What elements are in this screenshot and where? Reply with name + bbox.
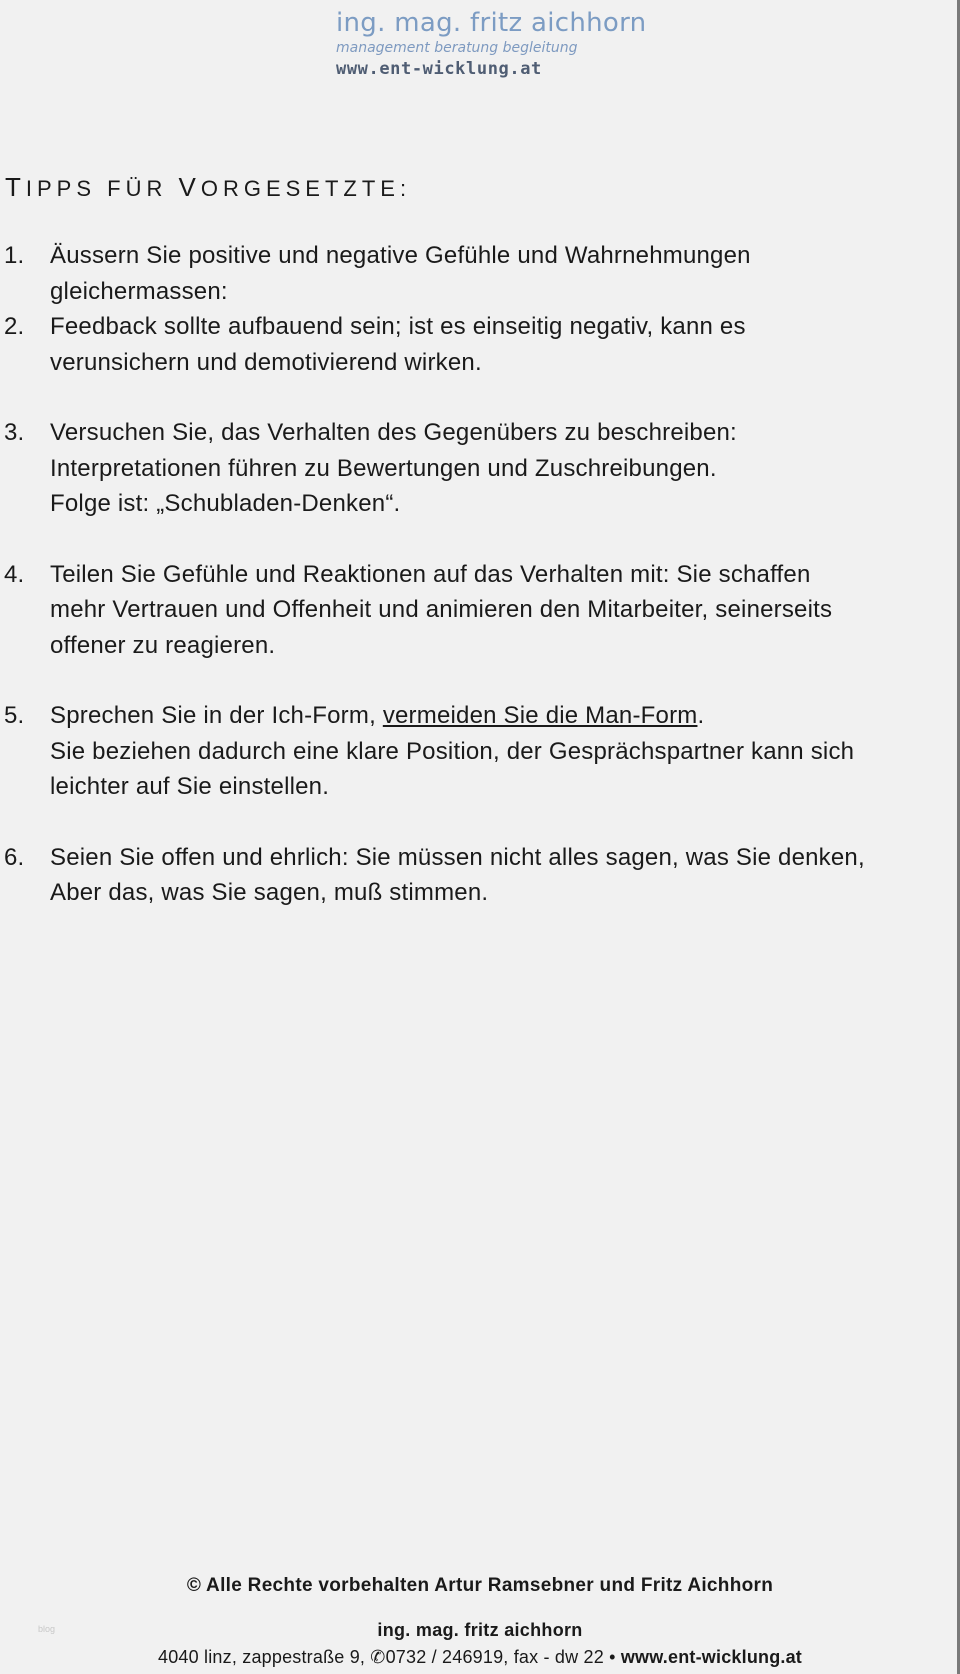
item-line: Interpretationen führen zu Bewertungen und Zuschreibungen. — [50, 454, 717, 482]
item-line: verunsichern und demotivierend wirken. — [50, 348, 482, 376]
footer-name: ing. mag. fritz aichhorn — [377, 1620, 583, 1640]
page-heading — [5, 172, 411, 203]
item-line: Folge ist: „Schubladen-Denken“. — [50, 490, 401, 517]
list-item-5 — [4, 698, 954, 805]
item-line-suffix: . — [697, 702, 705, 729]
item-number: 3. — [4, 419, 25, 446]
letterhead-website: www.ent-wicklung.at — [336, 59, 542, 79]
watermark-text: blog — [38, 1624, 56, 1634]
heading-rest-1: IPPS FÜR — [25, 176, 168, 201]
list-item-6 — [4, 840, 954, 911]
item-line: mehr Vertrauen und Offenheit und animieren den Mitarbeiter, seinerseits — [50, 596, 833, 623]
item-line: Versuchen Sie, das Verhalten des Gegenübers zu beschreiben: — [50, 419, 737, 446]
item-number: 6. — [4, 843, 25, 871]
item-line: Äussern Sie positive und negative Gefühle und Wahrnehmungen — [50, 242, 751, 269]
heading-initial-1: T — [5, 172, 26, 202]
footer-copyright: © Alle Rechte vorbehalten Artur Ramsebner und Fritz Aichhorn — [186, 1575, 774, 1596]
list-item-2 — [4, 309, 954, 380]
list-item-1 — [4, 238, 954, 309]
item-line: Aber das, was Sie sagen, muß stimmen. — [50, 879, 489, 906]
tips-list — [4, 238, 954, 911]
item-line-prefix: Sprechen Sie in der Ich-Form, — [50, 702, 383, 729]
item-line: Seien Sie offen und ehrlich: Sie müssen nicht alles sagen, was Sie denken, — [50, 843, 865, 871]
heading-initial-2: V — [178, 172, 201, 202]
letterhead-tagline: management beratung begleitung — [336, 40, 578, 56]
item-line: offener zu reagieren. — [50, 631, 276, 659]
footer-address-text: 4040 linz, zappestraße 9, ✆0732 / 246919, fax - dw 22 • — [157, 1647, 616, 1667]
footer-address — [0, 1647, 960, 1668]
item-line: Sie beziehen dadurch eine klare Position, der Gesprächspartner kann sich — [50, 737, 855, 765]
item-line: leichter auf Sie einstellen. — [50, 773, 330, 800]
heading-rest-2: ORGESETZTE: — [200, 176, 412, 201]
list-item-3 — [4, 415, 954, 522]
item-line: Feedback sollte aufbauend sein; ist es einseitig negativ, kann es — [50, 313, 746, 340]
item-number: 4. — [4, 560, 25, 588]
list-item-4 — [4, 557, 954, 664]
item-number: 2. — [4, 313, 25, 340]
item-line: Teilen Sie Gefühle und Reaktionen auf das Verhalten mit: Sie schaffen — [50, 560, 811, 588]
item-line: gleichermassen: — [50, 277, 228, 305]
item-number: 5. — [4, 702, 25, 729]
underlined-phrase: vermeiden Sie die Man-Form — [382, 702, 698, 729]
item-number: 1. — [4, 242, 25, 269]
letterhead-logo — [336, 8, 656, 79]
item-line — [50, 698, 954, 734]
footer-website-link[interactable]: www.ent-wicklung.at — [620, 1647, 803, 1667]
letterhead-name: ing. mag. fritz aichhorn — [336, 8, 647, 38]
